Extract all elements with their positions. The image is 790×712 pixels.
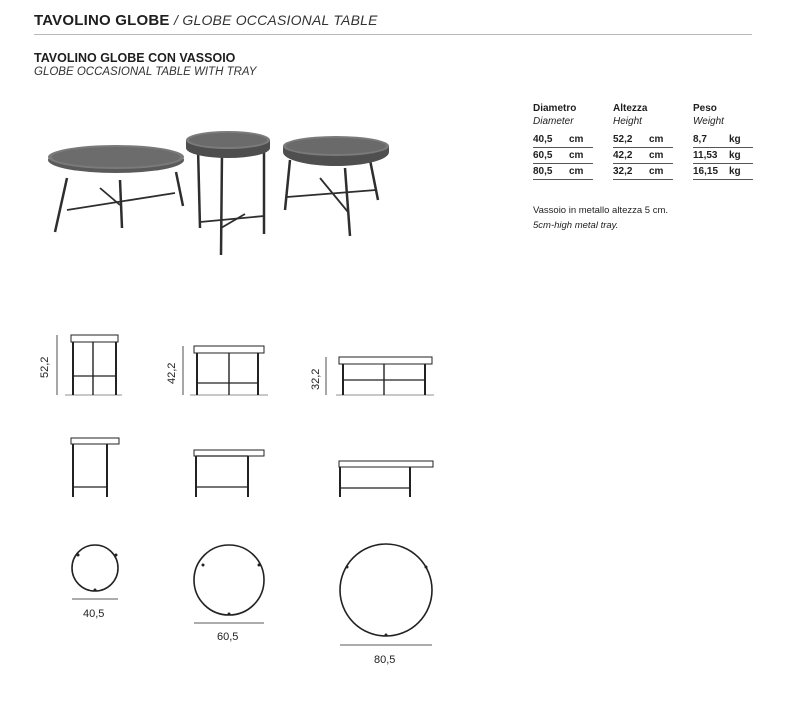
section-title: TAVOLINO GLOBE CON VASSOIO: [34, 51, 236, 65]
height-value: 52,2: [613, 132, 649, 148]
height-unit: cm: [649, 164, 673, 180]
height-unit: cm: [649, 148, 673, 164]
elevation-medium: [183, 346, 268, 395]
plan-medium: [194, 545, 264, 623]
weight-unit: kg: [729, 132, 753, 148]
weight-unit: kg: [729, 148, 753, 164]
col-diameter-header: Diametro: [533, 103, 577, 114]
elevation-small: [57, 335, 122, 395]
diameter-label-small: 40,5: [83, 608, 105, 620]
side-medium: [194, 450, 264, 497]
side-large: [339, 461, 433, 497]
diameter-value: 60,5: [533, 148, 569, 164]
height-unit: cm: [649, 132, 673, 148]
col-height-header: Altezza: [613, 103, 648, 114]
weight-value: 16,15: [693, 164, 729, 180]
front-elevations: [57, 335, 434, 395]
product-table-right: [283, 136, 389, 236]
product-table-left: [48, 145, 184, 232]
diameter-label-medium: 60,5: [217, 631, 239, 643]
product-render: [48, 131, 389, 255]
tray-note-italian: Vassoio in metallo altezza 5 cm.: [533, 205, 668, 216]
diameter-unit: cm: [569, 132, 593, 148]
plan-large: [340, 544, 432, 645]
col-diameter-header-english: Diameter: [533, 115, 574, 127]
tray-note-english: 5cm-high metal tray.: [533, 220, 619, 231]
plan-views: [72, 544, 432, 645]
side-elevations: [71, 438, 433, 497]
diameter-value: 40,5: [533, 132, 569, 148]
diameter-label-large: 80,5: [374, 654, 396, 666]
height-value: 42,2: [613, 148, 649, 164]
diameter-value: 80,5: [533, 164, 569, 180]
height-label-large: 32,2: [310, 368, 322, 390]
weight-unit: kg: [729, 164, 753, 180]
col-weight-header: Peso: [693, 103, 717, 114]
col-weight-header-english: Weight: [693, 115, 724, 127]
height-value: 32,2: [613, 164, 649, 180]
title-separator: /: [174, 12, 178, 28]
height-label-medium: 42,2: [166, 362, 178, 384]
page-title-english: GLOBE OCCASIONAL TABLE: [182, 12, 378, 28]
height-label-small: 52,2: [39, 356, 51, 378]
side-small: [71, 438, 119, 497]
diameter-unit: cm: [569, 148, 593, 164]
page-title: TAVOLINO GLOBE: [34, 12, 170, 29]
weight-value: 8,7: [693, 132, 729, 148]
weight-value: 11,53: [693, 148, 729, 164]
section-title-english: GLOBE OCCASIONAL TABLE WITH TRAY: [34, 66, 257, 78]
plan-small: [72, 545, 118, 599]
product-table-middle: [186, 131, 270, 255]
col-height-header-english: Height: [613, 115, 642, 127]
diameter-unit: cm: [569, 164, 593, 180]
elevation-large: [326, 357, 434, 395]
